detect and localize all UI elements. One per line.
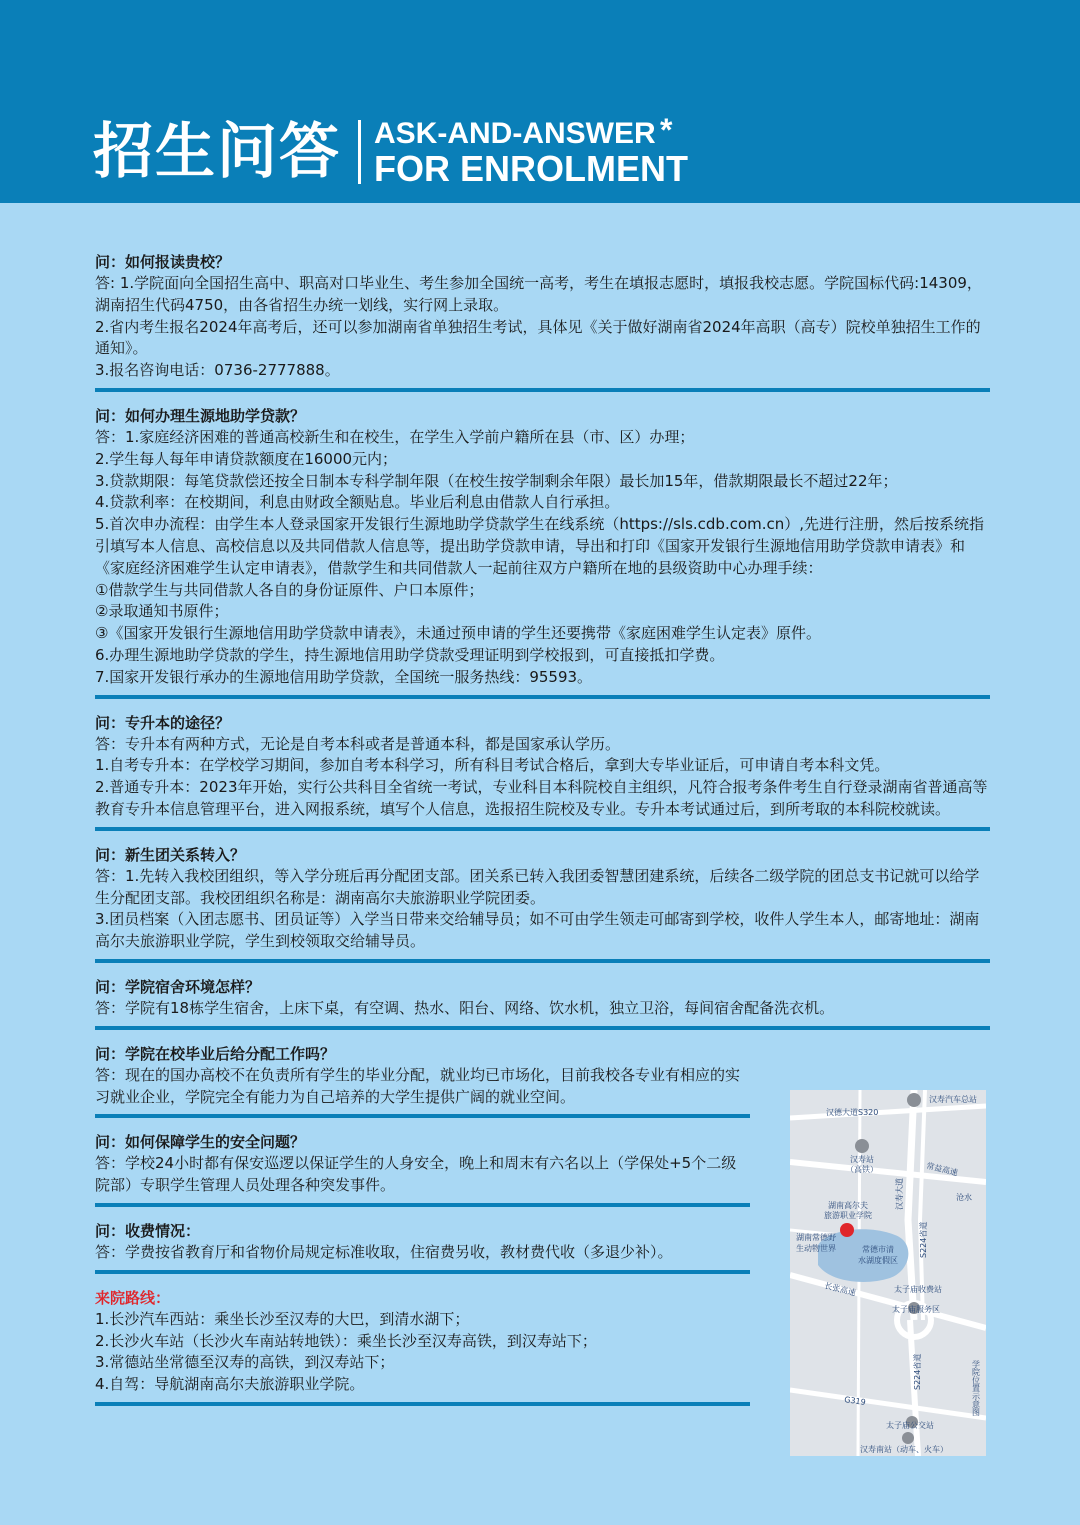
label-service-area: 太子庙服务区 <box>892 1305 940 1314</box>
legend-vertical <box>971 1359 981 1417</box>
qa-answer-line: 3.贷款期限：每笔贷款偿还按全日制本专科学制年限（在校生按学制剩余年限）最长加15年，借款期限最长不超过22年； <box>95 471 898 490</box>
label-changzhang-expressway: 长张高速 <box>823 1281 857 1298</box>
bus-station-marker <box>907 1093 921 1107</box>
title-english-line2: FOR ENROLMENT <box>374 148 688 189</box>
label-g319: G319 <box>843 1395 867 1407</box>
qa-answer-line: 答：现在的国办高校不在负责所有学生的毕业分配，就业均已市场化，目前我校各专业有相应的实习就业企业，学院完全有能力为自己培养的大学生提供广阔的就业空间。 <box>95 1065 741 1106</box>
qa-answer-line: 答：学院有18栋学生宿舍，上床下桌，有空调、热水、阳台、网络、饮水机，独立卫浴，每间宿舍配备洗衣机。 <box>95 998 835 1017</box>
qa-answer-line: 答：学校24小时都有保安巡逻以保证学生的人身安全，晚上和周末有六名以上（学保处+5个二级院部）专职学生管理人员处理各种突发事件。 <box>95 1154 737 1195</box>
section-divider <box>95 388 990 392</box>
route-section <box>95 1287 750 1406</box>
title-chinese: 招生问答 <box>93 117 341 187</box>
route-item: 1.长沙汽车西站：乘坐长沙至汉寿的大巴，到清水湖下； <box>95 1309 470 1328</box>
label-south-station: 汉寿南站（动车、火车） <box>860 1445 948 1454</box>
qa-section <box>95 251 990 392</box>
qa-answer-line: 1.自考专升本：在学校学习期间，参加自考本科学习，所有科目考试合格后，拿到大专毕业证后，可申请自考本科文凭。 <box>95 756 890 775</box>
route-item: 4.自驾：导航湖南高尔夫旅游职业学院。 <box>95 1375 365 1394</box>
label-lake-line2: 水湖度假区 <box>858 1256 898 1265</box>
route-item: 3.常德站坐常德至汉寿的高铁，到汉寿站下； <box>95 1353 395 1372</box>
label-changde-expressway: 常益高速 <box>925 1161 959 1178</box>
title-divider <box>358 120 361 184</box>
qa-answer-line: 7.国家开发银行承办的生源地信用助学贷款，全国统一服务热线：95593。 <box>95 667 593 686</box>
hanshou-station-marker <box>855 1139 869 1153</box>
label-wildlife-line1: 湖南常德野 <box>796 1233 836 1242</box>
south-station-marker <box>902 1432 914 1444</box>
qa-question: 问：如何保障学生的安全问题？ <box>95 1133 306 1152</box>
section-divider <box>95 1203 750 1207</box>
qa-answer-line: 答：1.家庭经济困难的普通高校新生和在校生，在学生入学前户籍所在县（市、区）办理； <box>95 427 695 446</box>
qa-answer-line: ③《国家开发银行生源地信用助学贷款申请表》，未通过预申请的学生还要携带《家庭困难学生认定表》原件。 <box>95 624 821 643</box>
qa-question: 问：如何报读贵校？ <box>95 253 231 271</box>
section-divider <box>95 695 990 699</box>
label-bus-station: 汉寿汽车总站 <box>929 1095 977 1104</box>
road-s320 <box>790 1106 986 1118</box>
qa-answer-line: 2.省内考生报名2024年高考后，还可以参加湖南省单独招生考试，具体见《关于做好湖南省2024年高职（高专）院校单独招生工作的通知》。 <box>95 317 981 358</box>
label-cangshui: 沧水 <box>956 1193 972 1202</box>
qa-answer-line: ①借款学生与共同借款人各自的身份证原件、户口本原件； <box>95 580 484 599</box>
qa-section <box>95 976 990 1030</box>
label-toll-station: 太子庙收费站 <box>894 1285 942 1294</box>
qa-narrow-list <box>95 1043 750 1274</box>
location-map <box>790 1090 986 1456</box>
qa-question: 问：学院在校毕业后给分配工作吗？ <box>95 1044 336 1063</box>
qa-answer-line: 6.办理生源地助学贷款的学生，持生源地信用助学贷款受理证明到学校报到，可直接抵扣学费。 <box>95 645 725 664</box>
qa-answer-line: 3.团员档案（入团志愿书、团员证等）入学当日带来交给辅导员；如不可由学生领走可邮寄到学校，收件人学生本人，邮寄地址：湖南高尔夫旅游职业学院，学生到校领取交给辅导员。 <box>95 910 980 951</box>
qa-answer-line: 3.报名咨询电话：0736-2777888。 <box>95 361 340 380</box>
road-changzhang <box>790 1275 986 1328</box>
map-svg <box>790 1090 986 1456</box>
qa-question: 问：如何办理生源地助学贷款？ <box>95 406 306 425</box>
qa-section <box>95 844 990 963</box>
title-english-line1: ASK-AND-ANSWER <box>374 117 656 150</box>
qa-answer-line: 答：专升本有两种方式，无论是自考本科或者是普通本科，都是国家承认学历。 <box>95 734 621 753</box>
label-road-s320: 汉德大道S320 <box>826 1108 879 1117</box>
college-location-marker <box>840 1223 854 1237</box>
section-divider <box>95 1114 750 1118</box>
qa-question: 问：专升本的途径？ <box>95 713 231 732</box>
label-wildlife-line2: 生动物世界 <box>796 1244 836 1253</box>
route-title: 来院路线： <box>95 1288 171 1307</box>
qa-question: 问：新生团关系转入？ <box>95 845 246 864</box>
qa-answer-line: 2.普通专升本：2023年开始，实行公共科目全省统一考试，专业科目本科院校自主组织，凡符合报考条件考生自行登录湖南省普通高等教育专升本信息管理平台，进入网报系统，填写个人信息，选报招生院校及专业。专升本考试通过后，到所考取的本科院校就读。 <box>95 778 988 818</box>
star-icon: * <box>660 112 673 148</box>
qa-answer-line: 5.首次申办流程：由学生本人登录国家开发银行生源地助学贷款学生在线系统（https://sls.cdb.com.cn）,先进行注册，然后按系统指引填写本人信息、高校信息以及共同借款人信息等，提出助学贷款申请，导出和打印《国家开发银行生源地信用助学贷款申请表》和《家庭经济困难学生认定申请表》，借款学生和共同借款人一起前往双方户籍所在地的县级资助中心办理手续： <box>95 515 985 577</box>
qa-answer-line: 4.贷款利率：在校期间，利息由财政全额贴息。毕业后利息由借款人自行承担。 <box>95 493 620 512</box>
section-divider <box>95 959 990 963</box>
qa-wide-list <box>95 251 990 1030</box>
qa-section <box>95 1043 750 1119</box>
qa-answer-line: 答：学费按省教育厅和省物价局规定标准收取，住宿费另收，教材费代收（多退少补）。 <box>95 1242 673 1261</box>
qa-section <box>95 1220 750 1274</box>
label-hanshou-avenue: 汉寿大道 <box>895 1178 904 1210</box>
title-english <box>374 117 688 187</box>
route-items <box>95 1309 750 1396</box>
route-item: 2.长沙火车站（长沙火车南站转地铁）：乘坐长沙至汉寿高铁，到汉寿站下； <box>95 1331 597 1350</box>
qa-section <box>95 712 990 831</box>
header-banner <box>0 0 1080 203</box>
qa-section <box>95 1131 750 1207</box>
label-legend: 学院位置示意图 <box>971 1360 981 1416</box>
road-g319 <box>790 1390 986 1418</box>
qa-answer-line: 答: 1.学院面向全国招生高中、职高对口毕业生、考生参加全国统一高考，考生在填报志愿时，填报我校志愿。学院国标代码:14309，湖南招生代码4750，由各省招生办统一划线，实行网上录取。 <box>95 274 982 314</box>
label-college-line2: 旅游职业学院 <box>824 1211 872 1220</box>
label-hanshou-station-sub: （高铁） <box>846 1165 878 1174</box>
qa-question: 问：学院宿舍环境怎样？ <box>95 977 261 996</box>
qa-answer-line: 2.学生每人每年申请贷款额度在16000元内； <box>95 449 398 468</box>
qa-answer-line: ②录取通知书原件； <box>95 602 229 621</box>
label-s224: S224省道 <box>919 1221 928 1258</box>
section-divider <box>95 1270 750 1274</box>
qa-section <box>95 405 990 699</box>
section-divider <box>95 827 990 831</box>
section-divider <box>95 1026 990 1030</box>
section-divider <box>95 1402 750 1406</box>
label-s224-lower: S224省道 <box>913 1353 922 1390</box>
qa-question: 问：收费情况： <box>95 1221 201 1240</box>
label-hanshou-station: 汉寿站 <box>850 1155 874 1164</box>
label-college-line1: 湖南高尔夫 <box>828 1201 868 1210</box>
label-bus-interchange: 太子庙公交站 <box>886 1421 934 1430</box>
qa-answer-line: 答：1.先转入我校团组织，等入学分班后再分配团支部。团关系已转入我团委智慧团建系统，后续各二级学院的团总支书记就可以给学生分配团支部。我校团组织名称是：湖南高尔夫旅游职业学院团委。 <box>95 866 980 907</box>
label-lake-line1: 常德市清 <box>862 1245 894 1254</box>
